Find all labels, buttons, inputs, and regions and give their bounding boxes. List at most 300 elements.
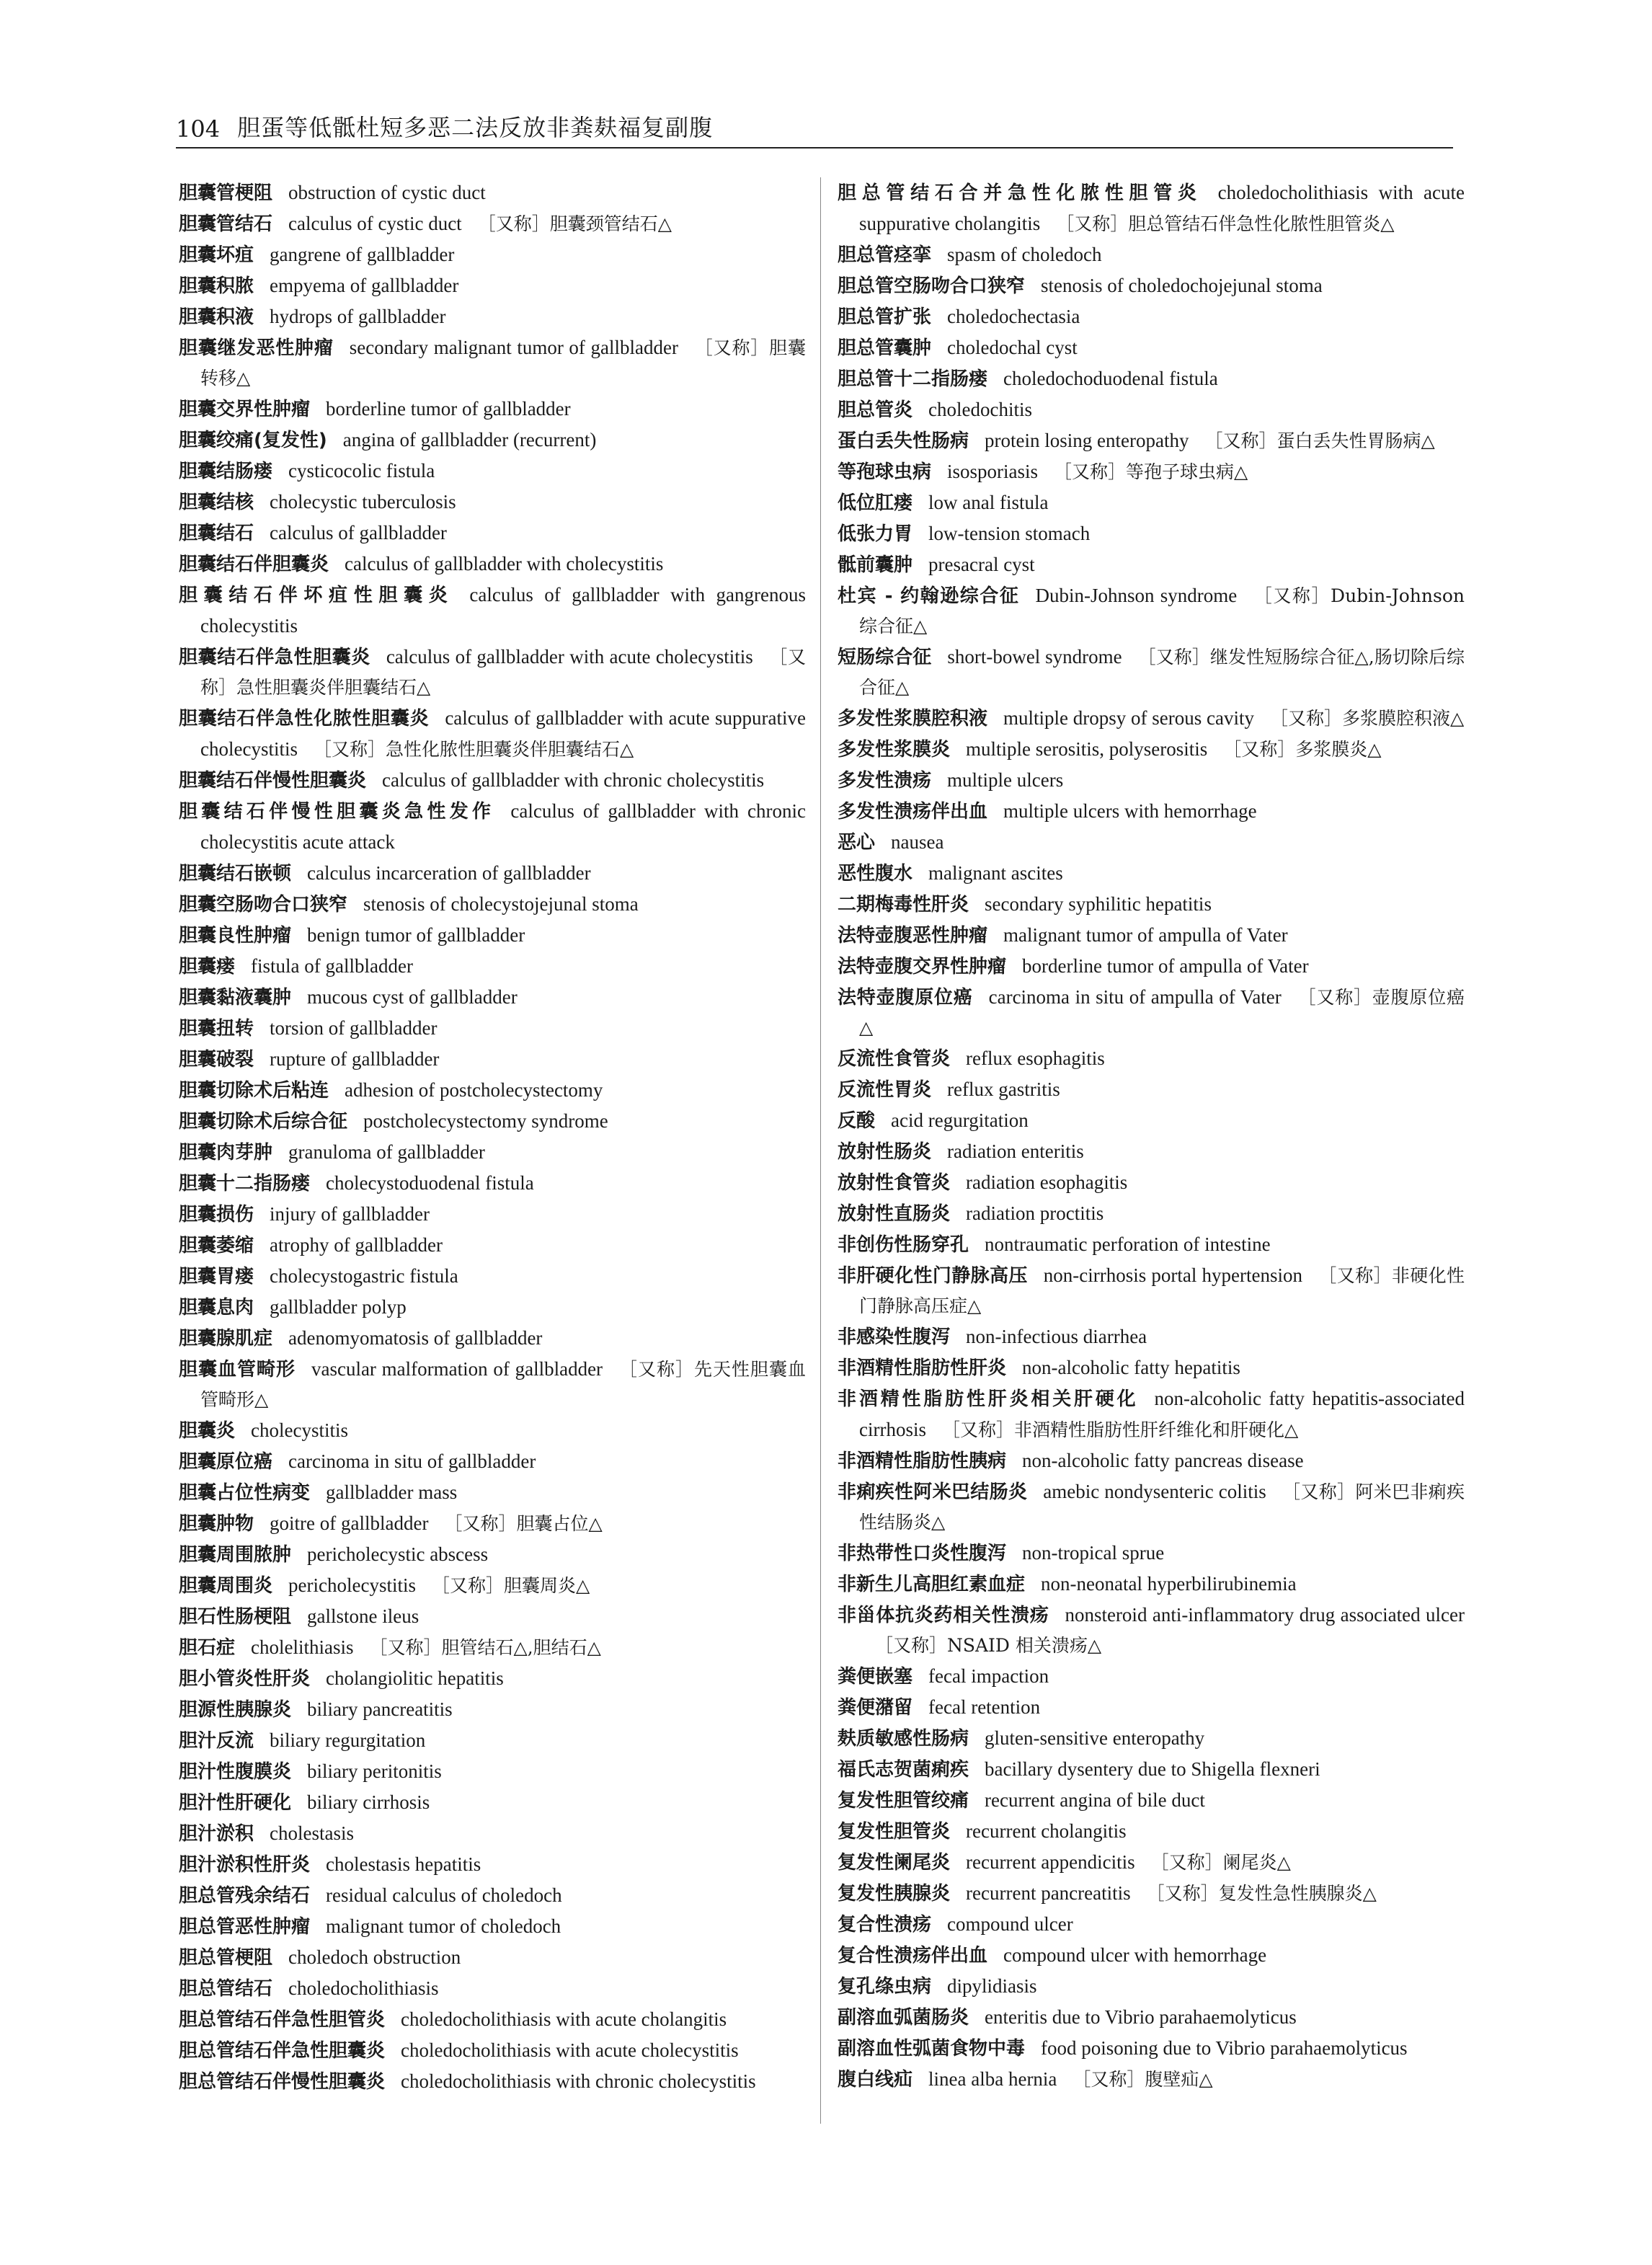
entry-term-zh: 胆总管空肠吻合口狭窄: [838, 275, 1026, 297]
entry-term-zh: 胆汁淤积: [179, 1823, 254, 1845]
dictionary-entry: [838, 1847, 1465, 1878]
dictionary-entry: [179, 2004, 806, 2035]
entry-term-zh: 非酒精性脂肪性肝炎相关肝硬化: [838, 1388, 1139, 1410]
dictionary-entry: [179, 1354, 806, 1415]
dictionary-entry: [179, 1446, 806, 1477]
dictionary-entry: [179, 642, 806, 703]
entry-term-en: adhesion of postcholecystectomy: [345, 1079, 603, 1101]
dictionary-entry: [179, 920, 806, 951]
entry-term-zh: 反酸: [838, 1110, 876, 1132]
entry-term-en: bacillary dysentery due to Shigella flexneri: [985, 1758, 1320, 1780]
entry-term-en: dipylidiasis: [947, 1975, 1037, 1997]
dictionary-entry: [838, 982, 1465, 1043]
entry-term-en: biliary cirrhosis: [307, 1791, 430, 1813]
entry-term-zh: 法特壶腹恶性肿瘤: [838, 925, 988, 947]
entry-term-en: calculus incarceration of gallbladder: [307, 862, 591, 884]
entry-term-en: compound ulcer with hemorrhage: [1003, 1944, 1267, 1966]
entry-term-zh: 胆囊管梗阻: [179, 182, 273, 204]
entry-term-zh: 副溶血性弧菌食物中毒: [838, 2038, 1026, 2060]
entry-term-en: presacral cyst: [928, 554, 1035, 575]
entry-synonym: ［又称］壶腹原位癌△: [859, 987, 1465, 1038]
entry-term-en: malignant tumor of ampulla of Vater: [1003, 924, 1288, 946]
dictionary-entry: [179, 858, 806, 889]
dictionary-entry: [838, 920, 1465, 951]
dictionary-entry: [838, 1383, 1465, 1445]
dictionary-entry: [179, 1477, 806, 1508]
entry-term-zh: 胆总管残余结石: [179, 1885, 311, 1907]
entry-term-zh: 胆小管炎性肝炎: [179, 1668, 311, 1690]
dictionary-entry: [838, 2033, 1465, 2064]
dictionary-entry: [179, 1508, 806, 1539]
dictionary-entry: [179, 301, 806, 332]
entry-term-en: biliary regurgitation: [270, 1729, 426, 1751]
entry-term-en: reflux gastritis: [947, 1078, 1060, 1100]
entry-term-zh: 胆囊结石伴慢性胆囊炎: [179, 770, 367, 792]
entry-term-zh: 胆囊占位性病变: [179, 1482, 311, 1504]
entry-term-en: borderline tumor of ampulla of Vater: [1022, 955, 1309, 977]
dictionary-entry: [838, 1816, 1465, 1847]
entry-term-zh: 杜宾 - 约翰逊综合征: [838, 585, 1020, 607]
entry-term-zh: 胆囊腺肌症: [179, 1328, 273, 1349]
entry-term-en: torsion of gallbladder: [270, 1017, 438, 1039]
entry-synonym: ［又称］胆总管结石伴急性化脓性胆管炎△: [1056, 213, 1395, 234]
dictionary-entry: [179, 487, 806, 518]
entry-term-en: calculus of gallbladder with cholecystitis: [345, 553, 664, 575]
entry-synonym: ［又称］多浆膜腔积液△: [1269, 708, 1465, 729]
dictionary-entry: [179, 1230, 806, 1261]
entry-term-zh: 胆囊积脓: [179, 275, 254, 297]
entry-term-zh: 短肠综合征: [838, 647, 932, 668]
entry-term-en: recurrent pancreatitis: [966, 1882, 1131, 1904]
entry-term-zh: 复合性溃疡: [838, 1914, 932, 1936]
entry-term-zh: 恶心: [838, 832, 876, 854]
dictionary-entry: [179, 518, 806, 549]
entry-term-zh: 胆囊肿物: [179, 1513, 254, 1535]
dictionary-entry: [179, 2035, 806, 2066]
entry-term-zh: 胆囊管结石: [179, 213, 273, 235]
entry-term-en: cholestasis hepatitis: [326, 1853, 481, 1875]
dictionary-entry: [838, 1074, 1465, 1105]
entry-term-en: fecal impaction: [928, 1665, 1049, 1687]
entry-term-zh: 胆石症: [179, 1637, 236, 1659]
entry-term-zh: 胆总管恶性肿瘤: [179, 1916, 311, 1938]
entry-term-zh: 胆汁性肝硬化: [179, 1792, 292, 1814]
entry-term-en: choledocholithiasis: [288, 1977, 439, 1999]
dictionary-entry: [179, 1075, 806, 1106]
entry-synonym: ［又称］阿米巴非痢疾性结肠炎△: [859, 1481, 1465, 1533]
dictionary-entry: [179, 703, 806, 765]
entry-term-zh: 恶性腹水: [838, 863, 913, 885]
entry-term-en: nausea: [891, 831, 944, 853]
entry-term-en: nontraumatic perforation of intestine: [985, 1233, 1271, 1255]
entry-term-en: recurrent cholangitis: [966, 1820, 1127, 1842]
dictionary-entry: [838, 580, 1465, 642]
page-number: 104: [176, 115, 221, 143]
dictionary-entry: [179, 1539, 806, 1570]
running-title: 胆蛋等低骶杜短多恶二法反放非粪麸福复副腹: [237, 114, 714, 141]
entry-term-zh: 胆囊息肉: [179, 1297, 254, 1318]
entry-term-en: low-tension stomach: [928, 523, 1091, 544]
dictionary-entry: [179, 1663, 806, 1694]
entry-term-zh: 等孢球虫病: [838, 461, 932, 483]
entry-term-en: cholelithiasis: [251, 1636, 354, 1658]
entry-term-zh: 复发性胰腺炎: [838, 1883, 951, 1905]
dictionary-entry: [179, 1880, 806, 1911]
entry-term-en: recurrent appendicitis: [966, 1851, 1135, 1873]
dictionary-entry: [179, 270, 806, 301]
entry-term-en: pericholecystitis: [288, 1574, 416, 1596]
entry-term-en: residual calculus of choledoch: [326, 1884, 562, 1906]
dictionary-entry: [838, 487, 1465, 518]
entry-term-en: secondary malignant tumor of gallbladder: [349, 337, 678, 358]
entry-term-en: calculus of gallbladder: [270, 522, 447, 544]
entry-synonym: ［又称］非硬化性门静脉高压症△: [859, 1265, 1465, 1316]
dictionary-entry: [838, 703, 1465, 734]
entry-term-zh: 麸质敏感性肠病: [838, 1728, 969, 1750]
entry-term-en: acid regurgitation: [891, 1109, 1029, 1131]
dictionary-entry: [838, 1569, 1465, 1600]
entry-term-en: compound ulcer: [947, 1913, 1073, 1935]
entry-term-zh: 非甾体抗炎药相关性溃疡: [838, 1605, 1049, 1626]
entry-term-en: angina of gallbladder (recurrent): [342, 429, 597, 451]
dictionary-entry: [838, 332, 1465, 363]
entry-term-en: multiple ulcers: [947, 769, 1064, 791]
entry-synonym: ［又称］先天性胆囊血管畸形△: [200, 1359, 806, 1410]
entry-term-zh: 副溶血弧菌肠炎: [838, 2007, 969, 2029]
dictionary-entry: [838, 1229, 1465, 1260]
entry-term-en: radiation proctitis: [966, 1202, 1104, 1224]
entry-term-zh: 胆囊血管畸形: [179, 1359, 296, 1380]
dictionary-entry: [179, 1818, 806, 1849]
entry-term-en: short-bowel syndrome: [947, 646, 1122, 668]
dictionary-entry: [838, 642, 1465, 703]
entry-term-zh: 非感染性腹泻: [838, 1326, 951, 1348]
entry-term-en: non-alcoholic fatty hepatitis: [1022, 1357, 1240, 1378]
entry-term-zh: 复孔绦虫病: [838, 1976, 932, 1998]
dictionary-entry: [179, 1694, 806, 1725]
entry-term-zh: 胆囊损伤: [179, 1204, 254, 1225]
entry-term-zh: 胆总管扩张: [838, 306, 932, 328]
entry-synonym: ［又称］Dubin-Johnson 综合征△: [859, 585, 1465, 637]
entry-term-en: gallbladder mass: [326, 1481, 458, 1503]
entry-term-zh: 胆囊萎缩: [179, 1235, 254, 1256]
entry-term-en: radiation esophagitis: [966, 1171, 1128, 1193]
dictionary-entry: [838, 796, 1465, 827]
entry-term-zh: 复发性胆管绞痛: [838, 1790, 969, 1812]
entry-term-en: goitre of gallbladder: [270, 1512, 429, 1534]
dictionary-entry: [838, 1785, 1465, 1816]
entry-term-zh: 胆囊胃瘘: [179, 1266, 254, 1287]
entry-term-zh: 粪便潴留: [838, 1697, 913, 1719]
entry-term-en: obstruction of cystic duct: [288, 182, 486, 203]
entry-term-en: choledoch obstruction: [288, 1946, 461, 1968]
entry-term-en: isosporiasis: [947, 461, 1039, 482]
entry-term-en: choledocholithiasis with acute cholangitis: [401, 2008, 727, 2030]
entry-term-en: cholecystoduodenal fistula: [326, 1172, 534, 1194]
entry-term-en: calculus of cystic duct: [288, 213, 462, 234]
entry-term-zh: 二期梅毒性肝炎: [838, 894, 969, 916]
dictionary-entry: [838, 1352, 1465, 1383]
entry-term-en: spasm of choledoch: [947, 244, 1102, 265]
entry-term-zh: 非酒精性脂肪性胰病: [838, 1450, 1007, 1472]
entry-term-en: non-tropical sprue: [1022, 1542, 1165, 1564]
dictionary-entry: [838, 1940, 1465, 1971]
entry-term-en: calculus of gallbladder with gangrenous cholecystitis: [200, 584, 806, 637]
dictionary-entry: [179, 1942, 806, 1973]
entry-synonym: ［又称］胆管结石△,胆结石△: [369, 1637, 601, 1658]
entry-term-en: benign tumor of gallbladder: [307, 924, 525, 946]
entry-term-zh: 胆总管结石伴急性胆囊炎: [179, 2040, 386, 2062]
entry-synonym: ［又称］多浆膜炎△: [1223, 739, 1382, 760]
entry-term-zh: 胆汁性腹膜炎: [179, 1761, 292, 1783]
entry-term-en: enteritis due to Vibrio parahaemolyticus: [985, 2006, 1297, 2028]
entry-term-zh: 复合性溃疡伴出血: [838, 1945, 988, 1967]
dictionary-entry: [179, 1106, 806, 1137]
entry-term-en: fistula of gallbladder: [251, 955, 413, 977]
entry-term-en: postcholecystectomy syndrome: [363, 1110, 608, 1132]
entry-term-en: non-cirrhosis portal hypertension: [1043, 1264, 1302, 1286]
entry-term-zh: 多发性溃疡: [838, 770, 932, 792]
entry-term-zh: 胆囊结石伴慢性胆囊炎急性发作: [179, 801, 495, 823]
entry-term-en: stenosis of choledochojejunal stoma: [1041, 275, 1323, 296]
entry-term-en: reflux esophagitis: [966, 1047, 1105, 1069]
entry-term-en: low anal fistula: [928, 492, 1049, 513]
entry-term-zh: 胆囊黏液囊肿: [179, 987, 292, 1009]
dictionary-entry: [179, 1601, 806, 1632]
entry-term-zh: 胆囊结核: [179, 492, 254, 513]
entry-term-zh: 胆囊炎: [179, 1420, 236, 1442]
dictionary-entry: [179, 549, 806, 580]
dictionary-entry: [838, 1136, 1465, 1167]
entry-term-zh: 胆总管炎: [838, 399, 913, 421]
entry-term-en: nonsteroid anti-inflammatory drug associated ulcer: [1065, 1604, 1465, 1626]
entry-term-zh: 胆囊周围脓肿: [179, 1544, 292, 1566]
entry-term-en: calculus of gallbladder with acute cholecystitis: [386, 646, 753, 668]
dictionary-entry: [838, 951, 1465, 982]
dictionary-entry: [179, 2066, 806, 2097]
running-header: [176, 107, 1453, 149]
entry-term-en: mucous cyst of gallbladder: [307, 986, 518, 1008]
entry-term-zh: 胆囊绞痛(复发性): [179, 430, 327, 451]
entry-term-zh: 胆囊良性肿瘤: [179, 925, 292, 947]
entry-term-en: choledochoduodenal fistula: [1003, 368, 1218, 389]
right-column: [838, 177, 1465, 2095]
dictionary-entry: [838, 394, 1465, 425]
entry-term-zh: 非肝硬化性门静脉高压: [838, 1265, 1028, 1287]
entry-term-zh: 非新生儿高胆红素血症: [838, 1574, 1026, 1595]
entry-term-en: protein losing enteropathy: [985, 430, 1189, 451]
entry-term-en: non-infectious diarrhea: [966, 1326, 1147, 1347]
dictionary-entry: [179, 982, 806, 1013]
entry-synonym: ［又称］非酒精性脂肪性肝纤维化和肝硬化△: [941, 1419, 1299, 1440]
entry-term-zh: 胆囊原位癌: [179, 1451, 273, 1473]
entry-term-zh: 胆囊结石伴急性化脓性胆囊炎: [179, 708, 430, 730]
entry-term-en: recurrent angina of bile duct: [985, 1789, 1205, 1811]
entry-synonym: ［又称］腹壁疝△: [1073, 2069, 1213, 2090]
entry-synonym: ［又称］复发性急性胰腺炎△: [1146, 1883, 1377, 1904]
entry-term-en: vascular malformation of gallbladder: [311, 1358, 603, 1380]
entry-term-zh: 胆总管梗阻: [179, 1947, 273, 1969]
dictionary-entry: [179, 951, 806, 982]
entry-term-en: stenosis of cholecystojejunal stoma: [363, 893, 639, 915]
entry-term-zh: 胆囊破裂: [179, 1049, 254, 1071]
entry-term-en: calculus of gallbladder with chronic cholecystitis: [382, 769, 765, 791]
entry-term-zh: 放射性肠炎: [838, 1141, 932, 1163]
entry-term-zh: 非酒精性脂肪性肝炎: [838, 1357, 1007, 1379]
entry-synonym: ［又称］胆囊转移△: [200, 337, 806, 389]
entry-term-en: empyema of gallbladder: [270, 275, 459, 296]
dictionary-entry: [179, 425, 806, 456]
dictionary-entry: [838, 1754, 1465, 1785]
dictionary-entry: [838, 889, 1465, 920]
entry-term-en: cholangiolitic hepatitis: [326, 1667, 504, 1689]
entry-term-zh: 胆囊周围炎: [179, 1575, 273, 1597]
entry-term-en: atrophy of gallbladder: [270, 1234, 443, 1256]
entry-term-en: cholecystic tuberculosis: [270, 491, 456, 513]
dictionary-entry: [179, 1849, 806, 1880]
entry-term-zh: 胆囊结石伴急性胆囊炎: [179, 647, 370, 668]
dictionary-entry: [838, 734, 1465, 765]
entry-term-en: choledochal cyst: [947, 337, 1078, 358]
entry-synonym: ［又称］等孢子球虫病△: [1054, 461, 1248, 482]
dictionary-entry: [179, 889, 806, 920]
entry-term-en: choledochitis: [928, 399, 1032, 420]
entry-term-zh: 法特壶腹交界性肿瘤: [838, 956, 1007, 978]
entry-term-zh: 胆囊继发恶性肿瘤: [179, 337, 334, 359]
dictionary-entry: [838, 239, 1465, 270]
dictionary-entry: [179, 1911, 806, 1942]
entry-term-en: choledocholithiasis with chronic cholecystitis: [401, 2070, 756, 2092]
entry-term-zh: 粪便嵌塞: [838, 1666, 913, 1688]
entry-term-zh: 胆囊结石伴坏疽性胆囊炎: [179, 585, 454, 606]
entry-synonym: ［又称］蛋白丢失性胃肠病△: [1204, 430, 1435, 451]
entry-term-zh: 胆总管结石合并急性化脓性胆管炎: [838, 182, 1202, 204]
dictionary-entry: [838, 1909, 1465, 1940]
dictionary-entry: [838, 1445, 1465, 1476]
dictionary-entry: [179, 1415, 806, 1446]
entry-term-zh: 胆囊切除术后综合征: [179, 1111, 348, 1132]
entry-term-zh: 复发性阑尾炎: [838, 1852, 951, 1874]
entry-term-zh: 多发性溃疡伴出血: [838, 801, 988, 823]
entry-term-zh: 胆源性胰腺炎: [179, 1699, 292, 1721]
entry-term-en: gluten-sensitive enteropathy: [985, 1727, 1205, 1749]
dictionary-entry: [838, 301, 1465, 332]
entry-term-zh: 胆囊扭转: [179, 1018, 254, 1040]
dictionary-entry: [179, 1787, 806, 1818]
entry-term-zh: 腹白线疝: [838, 2069, 913, 2091]
dictionary-entry: [179, 1973, 806, 2004]
dictionary-entry: [179, 208, 806, 239]
entry-term-zh: 低位肛瘘: [838, 492, 913, 514]
entry-term-zh: 非痢疾性阿米巴结肠炎: [838, 1481, 1028, 1503]
dictionary-entry: [838, 1600, 1465, 1661]
dictionary-entry: [838, 2064, 1465, 2095]
entry-term-zh: 胆囊积液: [179, 306, 254, 328]
entry-term-en: multiple serositis, polyserositis: [966, 738, 1208, 760]
dictionary-entry: [838, 1043, 1465, 1074]
entry-term-en: non-alcoholic fatty pancreas disease: [1022, 1450, 1304, 1471]
dictionary-entry: [179, 1756, 806, 1787]
entry-term-zh: 多发性浆膜炎: [838, 739, 951, 761]
entry-term-zh: 低张力胃: [838, 523, 913, 545]
entry-term-en: carcinoma in situ of gallbladder: [288, 1450, 536, 1472]
entry-term-zh: 胆石性肠梗阻: [179, 1606, 292, 1628]
entry-term-en: borderline tumor of gallbladder: [326, 398, 571, 420]
entry-term-zh: 福氏志贺菌痢疾: [838, 1759, 969, 1781]
entry-term-en: gangrene of gallbladder: [270, 244, 455, 265]
entry-term-en: adenomyomatosis of gallbladder: [288, 1327, 543, 1349]
dictionary-entry: [838, 1538, 1465, 1569]
entry-term-en: secondary syphilitic hepatitis: [985, 893, 1212, 915]
entry-term-en: choledochectasia: [947, 306, 1080, 327]
entry-term-en: amebic nondysenteric colitis: [1043, 1481, 1266, 1502]
entry-term-en: injury of gallbladder: [270, 1203, 430, 1225]
entry-term-zh: 非创伤性肠穿孔: [838, 1234, 969, 1256]
entry-term-zh: 胆囊十二指肠瘘: [179, 1173, 311, 1194]
entry-term-zh: 骶前囊肿: [838, 554, 913, 576]
entry-term-zh: 胆总管结石伴慢性胆囊炎: [179, 2071, 386, 2093]
left-column: [179, 177, 806, 2097]
dictionary-entry: [838, 1105, 1465, 1136]
entry-term-en: calculus of gallbladder with chronic cholecystitis acute attack: [200, 800, 806, 853]
entry-term-en: carcinoma in situ of ampulla of Vater: [988, 986, 1282, 1008]
dictionary-entry: [179, 1725, 806, 1756]
dictionary-entry: [179, 580, 806, 642]
entry-synonym: ［又称］急性胆囊炎伴胆囊结石△: [200, 647, 806, 698]
entry-term-en: malignant tumor of choledoch: [326, 1915, 561, 1937]
dictionary-entry: [838, 1971, 1465, 2002]
entry-term-zh: 胆囊切除术后粘连: [179, 1080, 329, 1102]
entry-term-en: biliary pancreatitis: [307, 1698, 453, 1720]
dictionary-entry: [838, 765, 1465, 796]
dictionary-entry: [838, 270, 1465, 301]
dictionary-entry: [838, 1476, 1465, 1538]
column-divider: [820, 177, 821, 2124]
entry-term-zh: 胆囊结肠瘘: [179, 461, 273, 482]
entry-term-en: granuloma of gallbladder: [288, 1141, 485, 1163]
entry-term-en: linea alba hernia: [928, 2068, 1057, 2090]
entry-term-zh: 胆囊交界性肿瘤: [179, 399, 311, 420]
dictionary-entry: [838, 425, 1465, 456]
entry-synonym: ［又称］阑尾炎△: [1150, 1852, 1291, 1873]
dictionary-entry: [838, 549, 1465, 580]
dictionary-entry: [179, 1632, 806, 1663]
entry-term-en: multiple dropsy of serous cavity: [1003, 707, 1254, 729]
entry-term-zh: 胆囊肉芽肿: [179, 1142, 273, 1163]
dictionary-entry: [179, 796, 806, 858]
entry-term-en: calculus of gallbladder with acute suppurative cholecystitis: [200, 707, 806, 760]
entry-term-en: malignant ascites: [928, 862, 1063, 884]
dictionary-entry: [838, 1321, 1465, 1352]
entry-term-en: cholecystitis: [251, 1419, 348, 1441]
entry-term-zh: 胆汁淤积性肝炎: [179, 1854, 311, 1876]
entry-synonym: ［又称］NSAID 相关溃疡△: [875, 1635, 1102, 1656]
dictionary-entry: [179, 1013, 806, 1044]
entry-term-zh: 胆汁反流: [179, 1730, 254, 1752]
entry-term-zh: 胆总管十二指肠瘘: [838, 368, 988, 390]
entry-term-zh: 反流性食管炎: [838, 1048, 951, 1070]
entry-term-en: cholecystogastric fistula: [270, 1265, 458, 1287]
entry-term-zh: 胆囊结石伴胆囊炎: [179, 554, 329, 575]
entry-term-zh: 胆囊瘘: [179, 956, 236, 978]
entry-term-en: food poisoning due to Vibrio parahaemolyticus: [1041, 2037, 1408, 2059]
dictionary-entry: [179, 1292, 806, 1323]
dictionary-entry: [179, 1570, 806, 1601]
entry-term-zh: 反流性胃炎: [838, 1079, 932, 1101]
entry-term-zh: 胆囊坏疽: [179, 244, 254, 266]
dictionary-entry: [179, 1168, 806, 1199]
dictionary-entry: [179, 332, 806, 394]
